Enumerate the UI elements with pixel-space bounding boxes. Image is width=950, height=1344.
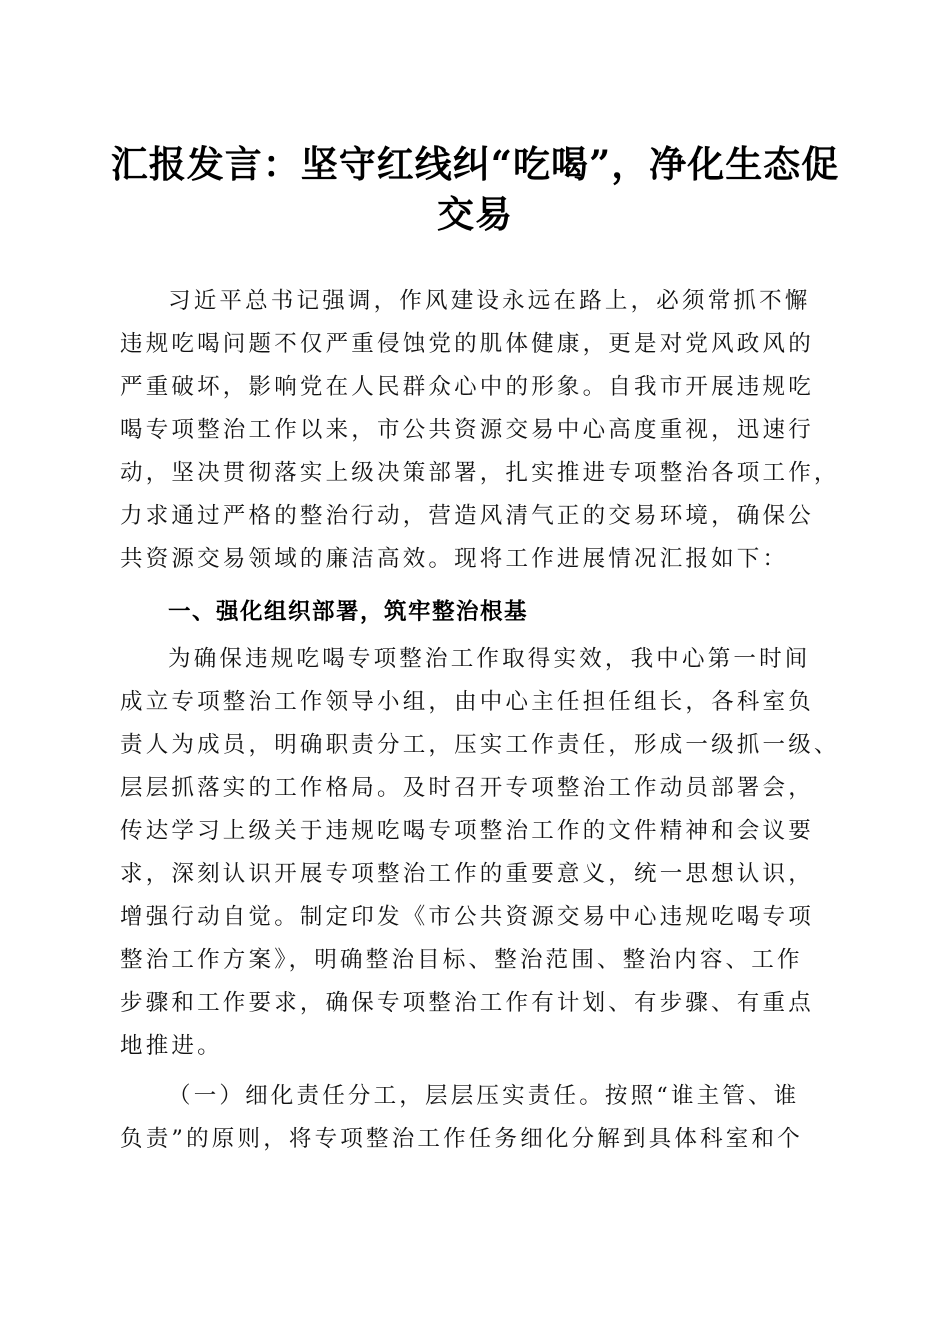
intro-line: 力求通过严格的整治行动，营造风清气正的交易环境，确保公 [120,503,814,529]
intro-line: 严重破坏，影响党在人民群众心中的形象。自我市开展违规吃 [120,374,814,400]
section-line: 求，深刻认识开展专项整治工作的重要意义，统一思想认识， [120,861,814,887]
section-line: 整治工作方案》，明确整治目标、整治范围、整治内容、工作 [120,947,803,973]
intro-line: 共资源交易领域的廉洁高效。现将工作进展情况汇报如下： [120,546,789,572]
section-line: 层层抓落实的工作格局。及时召开专项整治工作动员部署会， [120,775,814,801]
subsection-line: （一）细化责任分工，层层压实责任。按照“谁主管、谁 [168,1083,800,1109]
section-line: 步骤和工作要求，确保专项整治工作有计划、有步骤、有重点 [120,990,814,1016]
subsection-line: 负责”的原则，将专项整治工作任务细化分解到具体科室和个 [120,1126,803,1152]
intro-line: 动，坚决贯彻落实上级决策部署，扎实推进专项整治各项工作， [120,460,840,486]
section-line: 传达学习上级关于违规吃喝专项整治工作的文件精神和会议要 [120,818,814,844]
section-heading: 一、强化组织部署，筑牢整治根基 [168,599,529,625]
intro-line: 习近平总书记强调，作风建设永远在路上，必须常抓不懈 [168,288,811,314]
section-line: 责人为成员，明确职责分工，压实工作责任，形成一级抓一级、 [120,732,840,758]
document-title-line-2: 交易 [437,192,513,236]
section-line: 为确保违规吃喝专项整治工作取得实效，我中心第一时间 [168,646,811,672]
intro-line: 喝专项整治工作以来，市公共资源交易中心高度重视，迅速行 [120,417,814,443]
section-line: 增强行动自觉。制定印发《市公共资源交易中心违规吃喝专项 [120,904,814,930]
document-title-line-1: 汇报发言：坚守红线纠“吃喝”，净化生态促 [110,142,840,186]
section-line: 成立专项整治工作领导小组，由中心主任担任组长，各科室负 [120,689,814,715]
section-line: 地推进。 [120,1033,223,1059]
intro-line: 违规吃喝问题不仅严重侵蚀党的肌体健康，更是对党风政风的 [120,331,814,357]
